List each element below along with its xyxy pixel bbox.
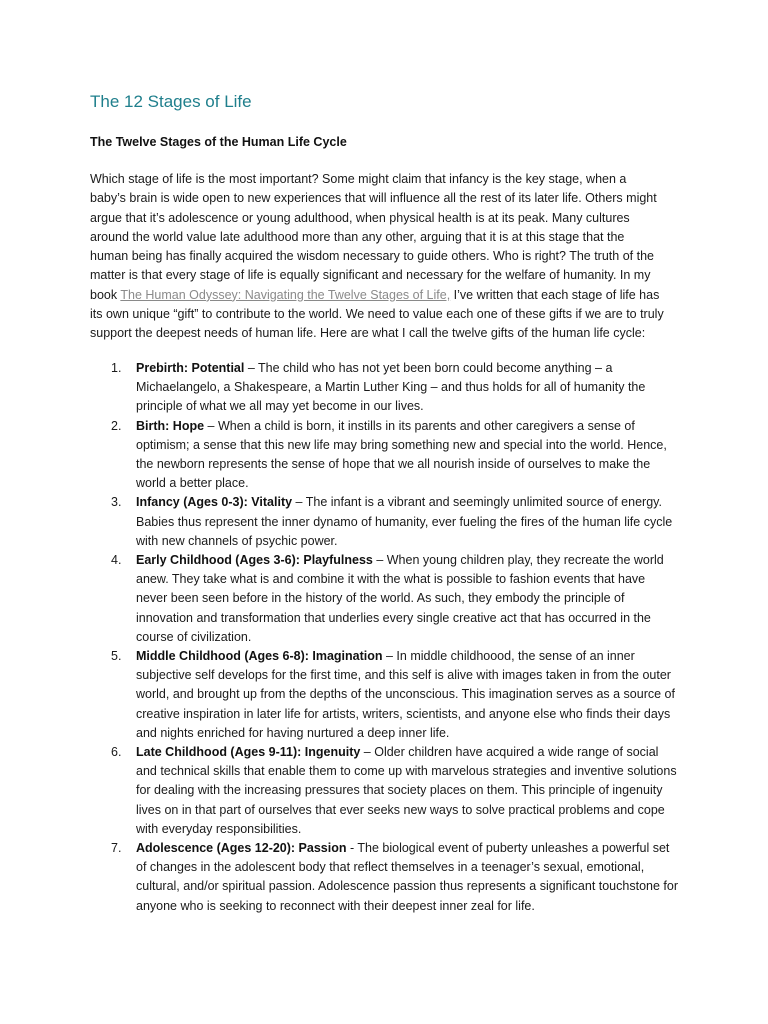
- list-item-heading: Late Childhood (Ages 9-11): Ingenuity: [136, 745, 361, 760]
- page-title: The 12 Stages of Life: [90, 92, 252, 111]
- list-item-number: 5.: [111, 649, 122, 664]
- list-item: [90, 551, 678, 647]
- list-item-text: - The biological event of puberty unleashes a powerful set of changes in the adolescent body that reflect themselves in a teenager’s sexual, emotional, cultural, and/or spiritual passion. Adolescence passion thus represents a significant touchstone for anyone who is seeking to reconnect with their deepest inner zeal for life.: [136, 841, 678, 913]
- intro-paragraph: [90, 170, 664, 344]
- list-item-text: – When young children play, they recreate the world anew. They take what is and combine it with the what is possible to fashion events that have never been seen before in the history of the world. As such, they embody the principle of innovation and transformation that underlies every single creative act that has occurred in the course of civilization.: [136, 553, 664, 644]
- list-item: [90, 647, 678, 743]
- list-item: [90, 839, 678, 916]
- list-item-number: 4.: [111, 553, 122, 568]
- list-item-text: – The infant is a vibrant and seemingly unlimited source of energy. Babies thus represent the inner dynamo of humanity, ever fueling the fires of the human life cycle with new channels of psychic power.: [136, 495, 673, 548]
- list-item-text: – In middle childhoood, the sense of an inner subjective self develops for the first time, and this self is alive with images taken in from the outer world, and brought up from the depths of the unconscious. This imagination serves as a source of creative inspiration in later life for artists, writers, scientists, and anyone else who finds their days and nights enriched for having nurtured a deep inner life.: [136, 649, 675, 740]
- list-item-number: 3.: [111, 495, 122, 510]
- list-item: [90, 359, 678, 417]
- list-item-text: – When a child is born, it instills in its parents and other caregivers a sense of optimism; a sense that this new life may bring something new and special into the world. Hence, the newborn represents the sense of hope that we all nourish inside of ourselves to make the world a better place.: [136, 418, 667, 491]
- list-item-number: 7.: [111, 841, 122, 856]
- list-item-heading: Prebirth: Potential: [136, 361, 245, 375]
- intro-text-before-link: Which stage of life is the most important? Some might claim that infancy is the key stage, when a baby’s brain is wide open to new experiences that will influence all the rest of its later life. Others might argue that it’s adolescence or young adulthood, when physical health is at its peak. Many cultures around the world value late adulthood more than any other, arguing that it is at this stage that the human being has finally acquired the wisdom necessary to guide others. Who is right? The truth of the matter is that every stage of life is equally significant and necessary for the welfare of humanity. In my book: [90, 172, 657, 302]
- list-item-heading: Birth: Hope: [136, 418, 205, 433]
- section-subtitle: The Twelve Stages of the Human Life Cycle: [90, 135, 347, 149]
- list-item-text: – Older children have acquired a wide range of social and technical skills that enable them to come up with marvelous strategies and inventive solutions for dealing with the increasing pressures that society places on them. This principle of ingenuity lives on in that part of ourselves that ever seeks new ways to solve practical problems and cope with everyday responsibilities.: [136, 745, 677, 836]
- list-item-heading: Infancy (Ages 0-3): Vitality: [136, 495, 293, 510]
- list-item: [90, 417, 678, 494]
- list-item: [90, 493, 678, 551]
- list-item-heading: Adolescence (Ages 12-20): Passion: [136, 841, 347, 856]
- book-link[interactable]: The Human Odyssey: Navigating the Twelve Stages of Life,: [120, 287, 451, 302]
- list-item-heading: Early Childhood (Ages 3-6): Playfulness: [136, 553, 373, 568]
- list-item: [90, 743, 678, 839]
- list-item-number: 1.: [111, 361, 122, 375]
- list-item-text: – The child who has not yet been born could become anything – a Michaelangelo, a Shakespeare, a Martin Luther King – and thus holds for all of humanity the principle of what we all may yet become in our lives.: [136, 361, 646, 414]
- intro-text-after-link: I’ve written that each stage of life has its own unique “gift” to contribute to the world. We need to value each one of these gifts if we are to truly support the deepest needs of human life. Here are what I call the twelve gifts of the human life cycle:: [90, 287, 664, 341]
- list-item-number: 6.: [111, 745, 122, 760]
- list-item-heading: Middle Childhood (Ages 6-8): Imagination: [136, 649, 383, 664]
- list-item-number: 2.: [111, 418, 122, 433]
- gifts-list: [90, 359, 678, 916]
